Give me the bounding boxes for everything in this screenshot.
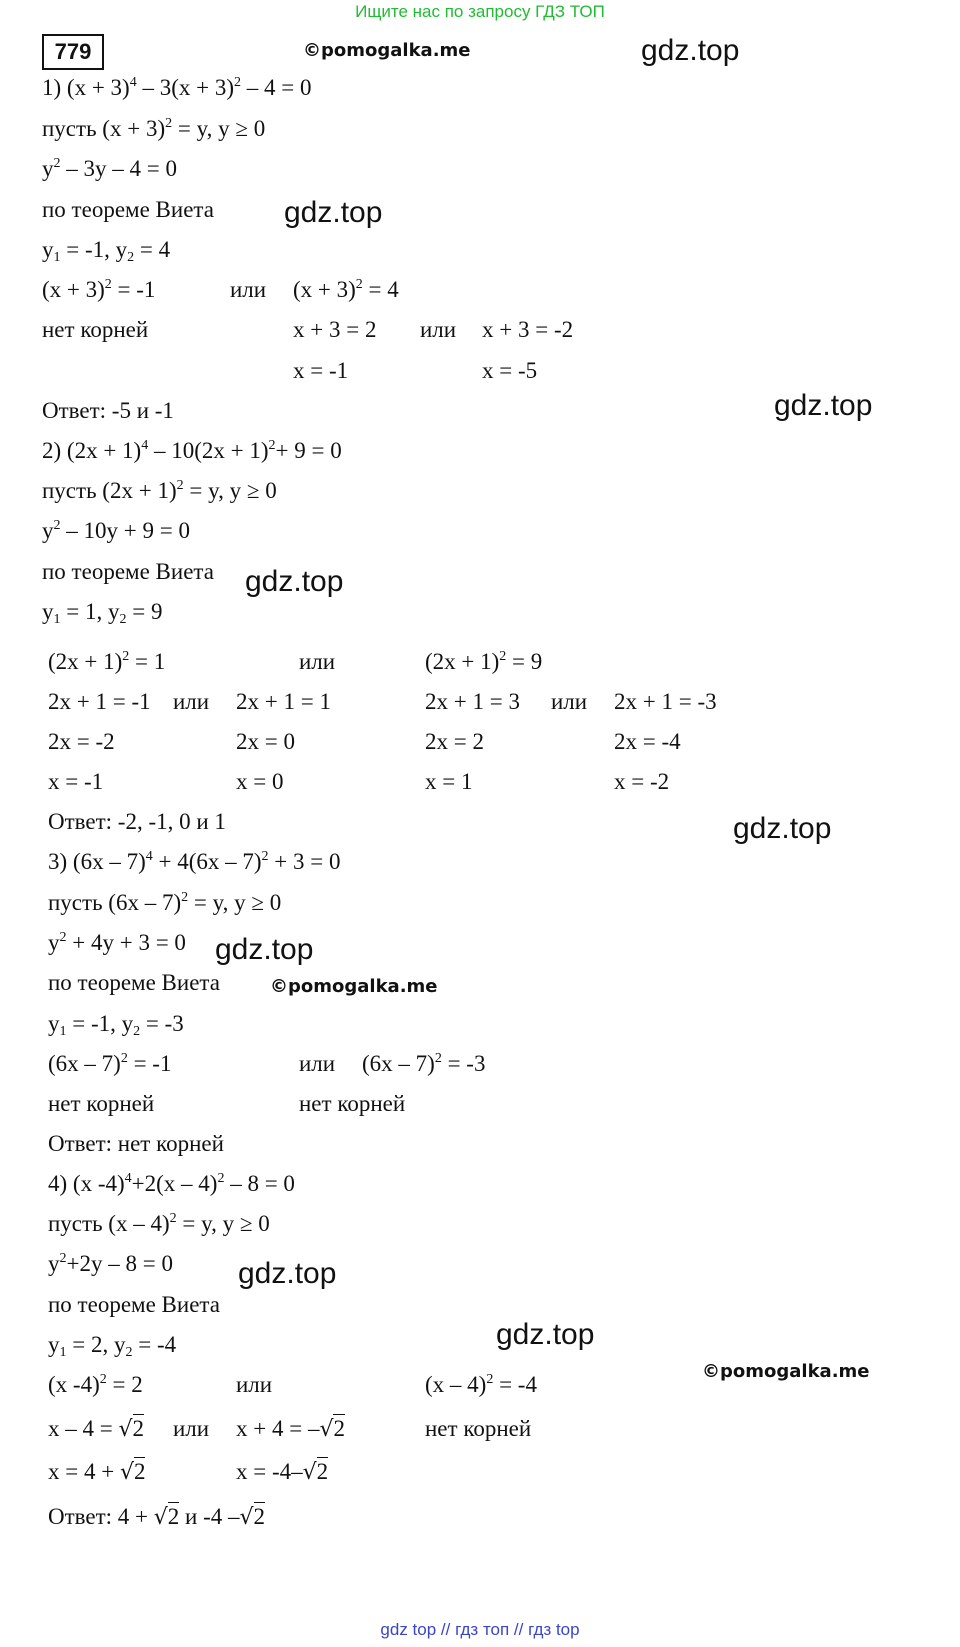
p2-eq-a3: 2x + 1 = 3 [425,689,520,714]
p2-case1: $(2x + 1)^2 = 1$ [48,649,166,674]
p1-vieta: по теореме Виета [42,197,214,222]
p3-or: или [299,1051,336,1076]
p1-answer: Ответ: -5 и -1 [42,398,174,423]
p2-root3: x = 1 [425,769,473,794]
p3-case2: (6x – 7)$^2$ = -3 [362,1051,486,1076]
p1-case1: $(x + 3)^2 = -1$ [42,277,156,302]
p3-no-roots1: нет корней [48,1091,155,1116]
p4-answer: Ответ: 4 + √2 и -4 –√2 [48,1504,266,1530]
p1-case2: $(x + 3)^2 = 4$ [293,277,399,302]
gdz-watermark: gdz.top [496,1318,595,1351]
p4-vieta: по теореме Виета [48,1292,220,1317]
p2-case2: $(2x + 1)^2 = 9$ [425,649,543,674]
p3-substitution: пусть (6x – 7)$^2$ = y, y ≥ 0 [48,890,282,915]
p4-or2: или [173,1416,210,1441]
p3-vieta: по теореме Виета [48,970,220,995]
p1-linear1: x + 3 = 2 [293,317,377,342]
p1-roots: $y_1 = -1$, $y_2 = 4$ [42,237,171,265]
p4-no-roots: нет корней [425,1416,532,1441]
p1-linear2: x + 3 = -2 [482,317,574,342]
p3-equation: 3) (6x – 7)$^4$ + 4(6x – 7)$^2$ + 3 = 0 [48,849,341,874]
p2-eq-a1: 2x + 1 = -1 [48,689,151,714]
pomogalka-watermark: ©pomogalka.me [303,40,471,61]
p3-roots: $y_1 = -1$, $y_2 = -3$ [48,1011,184,1039]
p2-eq-a2: 2x + 1 = 1 [236,689,331,714]
p3-answer: Ответ: нет корней [48,1131,224,1156]
p4-equation: 4) (x -4)$^4$+2(x – 4)$^2$ – 8 = 0 [48,1171,295,1196]
gdz-watermark: gdz.top [641,34,740,67]
p2-or3: или [551,689,588,714]
p4-case2: (x – 4)$^2$ = -4 [425,1372,537,1397]
p4-substitution: пусть (x – 4)$^2$ = y, y ≥ 0 [48,1211,270,1236]
p4-roots: $y_1 = 2$, $y_2 = -4$ [48,1332,177,1360]
gdz-watermark: gdz.top [774,389,873,422]
p1-or: или [230,277,267,302]
p1-quadratic: $y^2 - 3y - 4 = 0$ [42,156,177,181]
p1-root2: x = -5 [482,358,538,383]
p1-or2: или [420,317,457,342]
p2-substitution: пусть $(2x + 1)^2 = y$, y ≥ 0 [42,478,277,503]
p3-no-roots2: нет корней [299,1091,406,1116]
p1-root1: x = -1 [293,358,349,383]
p3-case1: (6x – 7)$^2$ = -1 [48,1051,172,1076]
p2-answer: Ответ: -2, -1, 0 и 1 [48,809,226,834]
p2-root2: x = 0 [236,769,284,794]
pomogalka-watermark: ©pomogalka.me [702,1361,870,1382]
p1-no-roots: нет корней [42,317,149,342]
p2-quadratic: $y^2 - 10y + 9 = 0$ [42,518,190,543]
p4-quadratic: $y^2+2y - 8 = 0$ [48,1251,173,1276]
gdz-watermark: gdz.top [245,565,344,598]
pomogalka-watermark: ©pomogalka.me [270,976,438,997]
p4-or: или [236,1372,273,1397]
p2-or2: или [173,689,210,714]
p1-substitution: пусть $(x + 3)^2 = y$, y ≥ 0 [42,116,266,141]
p2-eq-a4: 2x + 1 = -3 [614,689,717,714]
p2-vieta: по теореме Виета [42,559,214,584]
p4-linear2: x + 4 = –√2 [236,1416,345,1442]
p1-equation: 1) $(x + 3)^4 - 3(x + 3)^2 - 4 = 0$ [42,75,312,100]
p2-eq-b4: 2x = -4 [614,729,681,754]
p2-root4: x = -2 [614,769,670,794]
p2-eq-b3: 2x = 2 [425,729,484,754]
p2-root1: x = -1 [48,769,104,794]
problem-number: 779 [42,34,104,70]
gdz-watermark: gdz.top [215,933,314,966]
p4-linear1: x – 4 = √2 [48,1416,145,1442]
p4-root1: x = 4 + √2 [48,1459,146,1485]
p2-eq-b1: 2x = -2 [48,729,115,754]
p3-quadratic: $y^2 + 4y + 3 = 0$ [48,930,186,955]
p2-roots: $y_1 = 1$, $y_2 = 9$ [42,599,163,627]
gdz-watermark: gdz.top [733,812,832,845]
p2-or: или [299,649,336,674]
gdz-watermark: gdz.top [238,1257,337,1290]
top-banner[interactable]: Ищите нас по запросу ГДЗ ТОП [355,2,605,21]
p2-equation: 2) $(2x + 1)^4 - 10(2x + 1)^2+ 9 = 0$ [42,438,342,463]
p4-case1: (x -4)$^2$ = 2 [48,1372,143,1397]
p2-eq-b2: 2x = 0 [236,729,295,754]
p4-root2: x = -4–√2 [236,1459,329,1485]
footer-links[interactable]: gdz top // гдз топ // гдз top [380,1620,580,1639]
gdz-watermark: gdz.top [284,196,383,229]
